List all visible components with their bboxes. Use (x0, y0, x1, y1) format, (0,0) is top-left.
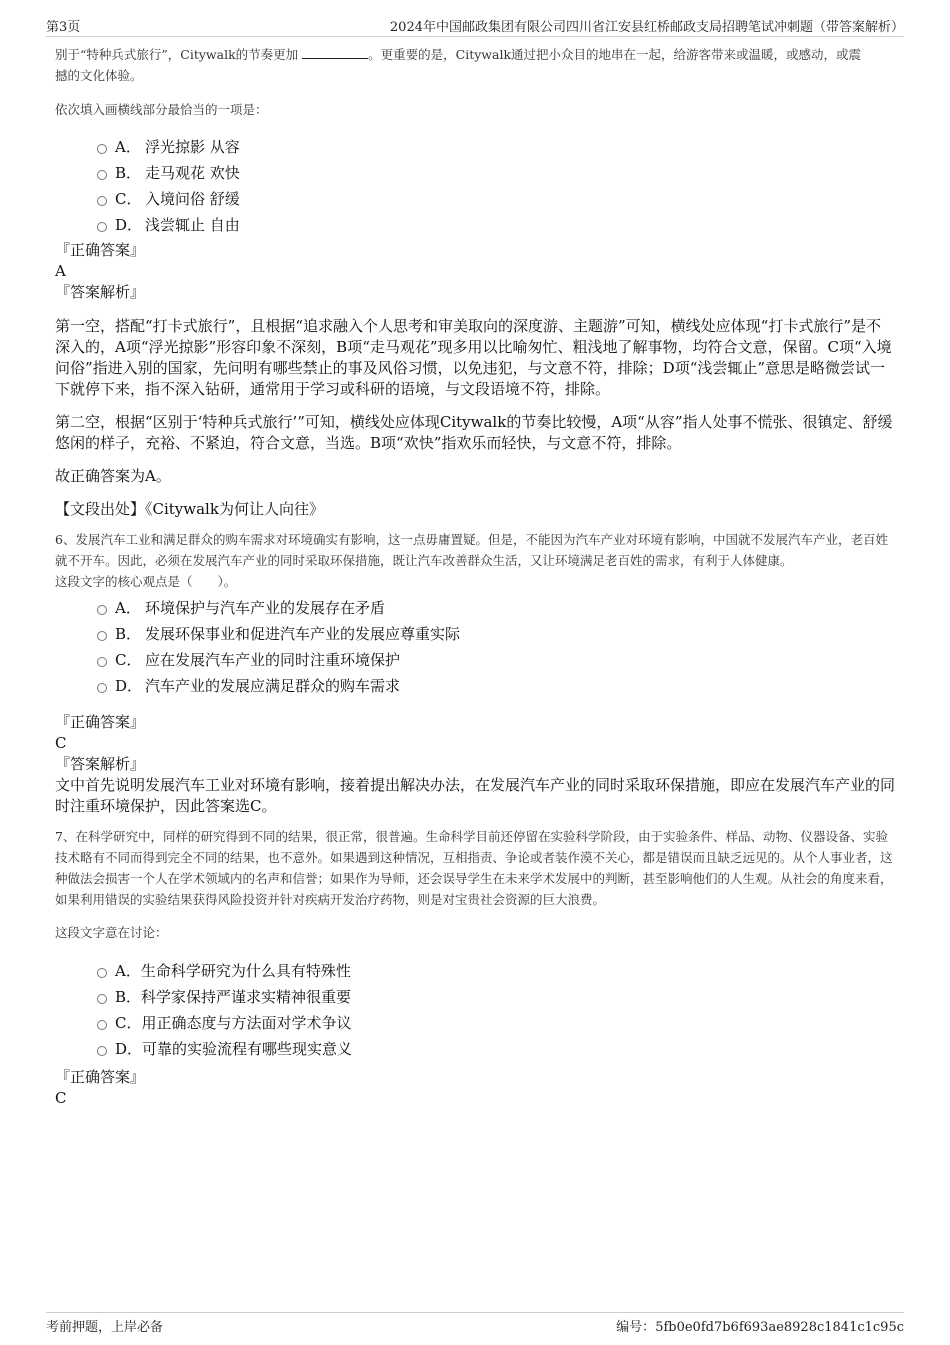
q7-option-d[interactable]: D． 可靠的实验流程有哪些现实意义 (97, 1035, 895, 1061)
q7-stem: 7、在科学研究中，同样的研究得到不同的结果，很正常，很普遍。生命科学目前还停留在实验科学阶段，由于实验条件、样品、动物、仪器设备、实验技术略有不同而得到完全不同的结果，也不意外。如果遇到这种情况，互相指责、争论或者装作漠不关心，都是错误而且缺乏远见的。从个人事业者，这种做法会损害一个人在学术领域内的名声和信誉；如果作为导师，还会误导学生在未来学术发展中的判断，甚至影响他们的人生观。从社会的角度来看，如果利用错误的实验结果获得风险投资并针对疾病开发治疗药物，则是对宝贵社会资源的巨大浪费。 (55, 829, 893, 907)
q5-analysis-p1: 第一空，搭配“打卡式旅行”，且根据“追求融入个人思考和审美取向的深度游、主题游”可知，横线处应体现“打卡式旅行”是不深入的，A项“浮光掠影”形容印象不深刻，B项“走马观花”现多用以比喻匆忙、粗浅地了解事物，均符合文意，保留。C项“入境问俗”指进入别的国家，先问明有哪些禁止的事及风俗习惯，以免违犯，与文意不符，排除；D项“浅尝辄止”意思是略微尝试一下就停下来，指不深入钻研，通常用于学习或科研的语境，与文段语境不符，排除。 (55, 317, 892, 398)
q5-blank (302, 46, 368, 59)
q7-answer: C (55, 1089, 67, 1107)
radio-icon[interactable] (97, 683, 107, 693)
radio-icon[interactable] (97, 170, 107, 180)
q7-option-a[interactable]: A． 生命科学研究为什么具有特殊性 (97, 957, 895, 983)
document-code: 编号：5fb0e0fd7b6f693ae8928c1841c1c95c (616, 1320, 904, 1335)
q5-intro (55, 44, 895, 86)
q6-option-b[interactable]: B． 发展环保事业和促进汽车产业的发展应尊重实际 (97, 620, 895, 646)
page-footer (46, 1312, 904, 1335)
q6-option-a[interactable]: A． 环境保护与汽车产业的发展存在矛盾 (97, 594, 895, 620)
radio-icon[interactable] (97, 968, 107, 978)
q6-prompt: 这段文字的核心观点是（ ）。 (55, 574, 237, 589)
q7-option-b[interactable]: B． 科学家保持严谨求实精神很重要 (97, 983, 895, 1009)
q5-option-a[interactable]: A． 浮光掠影 从容 (97, 133, 895, 159)
q6-analysis: 文中首先说明发展汽车工业对环境有影响，接着提出解决办法，在发展汽车产业的同时采取环保措施，即应在发展汽车产业的同时注重环境保护，因此答案选C。 (55, 776, 896, 815)
q6-stem: 6、发展汽车工业和满足群众的购车需求对环境确实有影响，这一点毋庸置疑。但是，不能因为汽车产业对环境有影响，中国就不发展汽车产业，老百姓就不开车。因此，必须在发展汽车产业的同时采取环保措施，既让汽车改善群众生活，又让环境满足老百姓的需求，有利于人体健康。 (55, 532, 888, 568)
q5-answer-label: 『正确答案』 (55, 241, 146, 259)
q5-intro-b: 。更重要的是，Citywalk通过把小众目的地串在一起，给游客带来或温暖，或感动，或震 (368, 47, 862, 62)
q5-analysis-label: 『答案解析』 (55, 283, 146, 301)
page-content (55, 44, 895, 1109)
document-title: 2024年中国邮政集团有限公司四川省江安县红桥邮政支局招聘笔试冲刺题（带答案解析） (389, 20, 904, 35)
radio-icon[interactable] (97, 1020, 107, 1030)
q5-intro-line2: 撼的文化体验。 (55, 68, 143, 83)
radio-icon[interactable] (97, 631, 107, 641)
q5-option-b[interactable]: B． 走马观花 欢快 (97, 159, 895, 185)
radio-icon[interactable] (97, 1046, 107, 1056)
q5-prompt: 依次填入画横线部分最恰当的一项是： (55, 102, 268, 117)
q6-options (97, 594, 895, 698)
q5-intro-a: 别于“特种兵式旅行”，Citywalk的节奏更加 (55, 47, 299, 62)
radio-icon[interactable] (97, 657, 107, 667)
q5-option-d[interactable]: D． 浅尝辄止 自由 (97, 211, 895, 237)
footer-slogan: 考前押题，上岸必备 (46, 1320, 164, 1335)
q6-option-c[interactable]: C． 应在发展汽车产业的同时注重环境保护 (97, 646, 895, 672)
radio-icon[interactable] (97, 196, 107, 206)
q7-prompt: 这段文字意在讨论： (55, 925, 168, 940)
radio-icon[interactable] (97, 144, 107, 154)
q7-options (97, 957, 895, 1061)
q5-source: 【文段出处】《Citywalk为何让人向往》 (55, 500, 324, 518)
q6-answer-label: 『正确答案』 (55, 713, 146, 731)
q6-analysis-label: 『答案解析』 (55, 755, 146, 773)
radio-icon[interactable] (97, 605, 107, 615)
page-header (46, 14, 904, 37)
q7-answer-label: 『正确答案』 (55, 1068, 146, 1086)
page-number: 第3页 (46, 20, 81, 35)
radio-icon[interactable] (97, 222, 107, 232)
q6-option-d[interactable]: D． 汽车产业的发展应满足群众的购车需求 (97, 672, 895, 698)
q5-conclusion: 故正确答案为A。 (55, 467, 171, 485)
q5-analysis-p2: 第二空，根据“区别于‘特种兵式旅行’”可知，横线处应体现Citywalk的节奏比较慢，A项“从容”指人处事不慌张、很镇定、舒缓悠闲的样子，充裕、不紧迫，符合文意，当选。B项“欢快”指欢乐而轻快，与文意不符，排除。 (55, 413, 893, 452)
q5-answer: A (55, 262, 66, 280)
radio-icon[interactable] (97, 994, 107, 1004)
q7-option-c[interactable]: C． 用正确态度与方法面对学术争议 (97, 1009, 895, 1035)
q5-options (97, 133, 895, 237)
q6-answer: C (55, 734, 67, 752)
q5-option-c[interactable]: C． 入境问俗 舒缓 (97, 185, 895, 211)
